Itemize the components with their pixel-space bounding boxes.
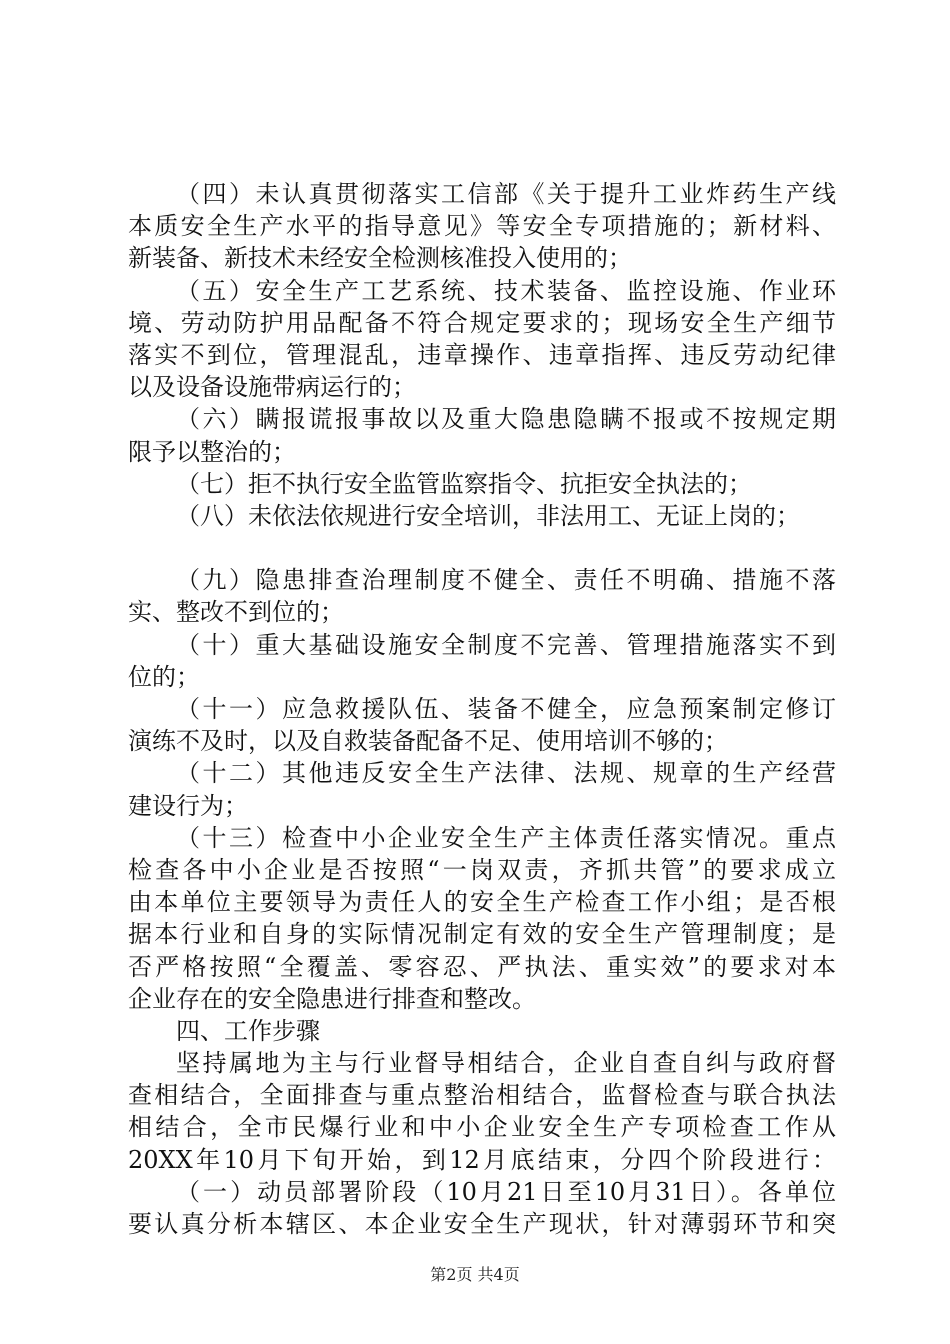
text-line: 四、工作步骤 [176,1016,320,1045]
text-line: （八）未依法依规进行安全培训，非法用工、无证上岗的； [176,501,800,530]
text-line: 落实不到位，管理混乱，违章操作、违章指挥、违反劳动纪律 [128,340,836,369]
text-line: 否严格按照“全覆盖、零容忍、严执法、重实效”的要求对本 [128,952,836,981]
text-line: 要认真分析本辖区、本企业安全生产现状，针对薄弱环节和突 [128,1210,836,1238]
document-body [128,178,836,1240]
text-line: （四）未认真贯彻落实工信部《关于提升工业炸药生产线 [176,180,836,208]
text-line: 20XX年10月下旬开始，到12月底结束，分四个阶段进行： [128,1145,836,1174]
text-line: 新装备、新技术未经安全检测核准投入使用的； [128,244,632,273]
text-line: （六）瞒报谎报事故以及重大隐患隐瞒不报或不按规定期 [176,405,836,434]
text-line: 由本单位主要领导为责任人的安全生产检查工作小组；是否根 [128,888,836,917]
text-line: （十）重大基础设施安全制度不完善、管理措施落实不到 [176,630,836,659]
text-line: 据本行业和自身的实际情况制定有效的安全生产管理制度；是 [128,920,836,949]
text-line: 以及设备设施带病运行的； [128,373,416,402]
text-line: （七）拒不执行安全监管监察指令、抗拒安全执法的； [176,469,752,498]
page-footer: 第2页 共4页 [430,1265,520,1284]
text-line: （十二）其他违反安全生产法律、法规、规章的生产经营 [176,759,836,788]
text-line: 坚持属地为主与行业督导相结合，企业自查自纠与政府督 [176,1049,836,1078]
text-line: （五）安全生产工艺系统、技术装备、监控设施、作业环 [176,276,836,305]
text-line: 实、整改不到位的； [128,598,344,627]
text-line: 建设行为； [128,791,248,820]
text-line: 演练不及时，以及自救装备配备不足、使用培训不够的； [128,727,728,756]
text-line: 相结合，全市民爆行业和中小企业安全生产专项检查工作从 [128,1113,836,1142]
text-line: 检查各中小企业是否按照“一岗双责，齐抓共管”的要求成立 [128,855,836,884]
text-line: 查相结合，全面排查与重点整治相结合，监督检查与联合执法 [128,1081,836,1110]
text-line: 限予以整治的； [128,437,296,466]
text-line: （一）动员部署阶段（10月21日至10月31日）。各单位 [176,1177,836,1206]
blank-line [128,532,836,564]
text-line: （十三）检查中小企业安全生产主体责任落实情况。重点 [176,823,836,852]
text-line: （九）隐患排查治理制度不健全、责任不明确、措施不落 [176,566,836,595]
text-line: 企业存在的安全隐患进行排查和整改。 [128,984,536,1013]
text-line: 境、劳动防护用品配备不符合规定要求的；现场安全生产细节 [128,308,836,337]
text-line: 位的； [128,662,200,691]
text-line: 本质安全生产水平的指导意见》等安全专项措施的；新材料、 [128,212,836,241]
text-line: （十一）应急救援队伍、装备不健全，应急预案制定修订 [176,695,836,723]
